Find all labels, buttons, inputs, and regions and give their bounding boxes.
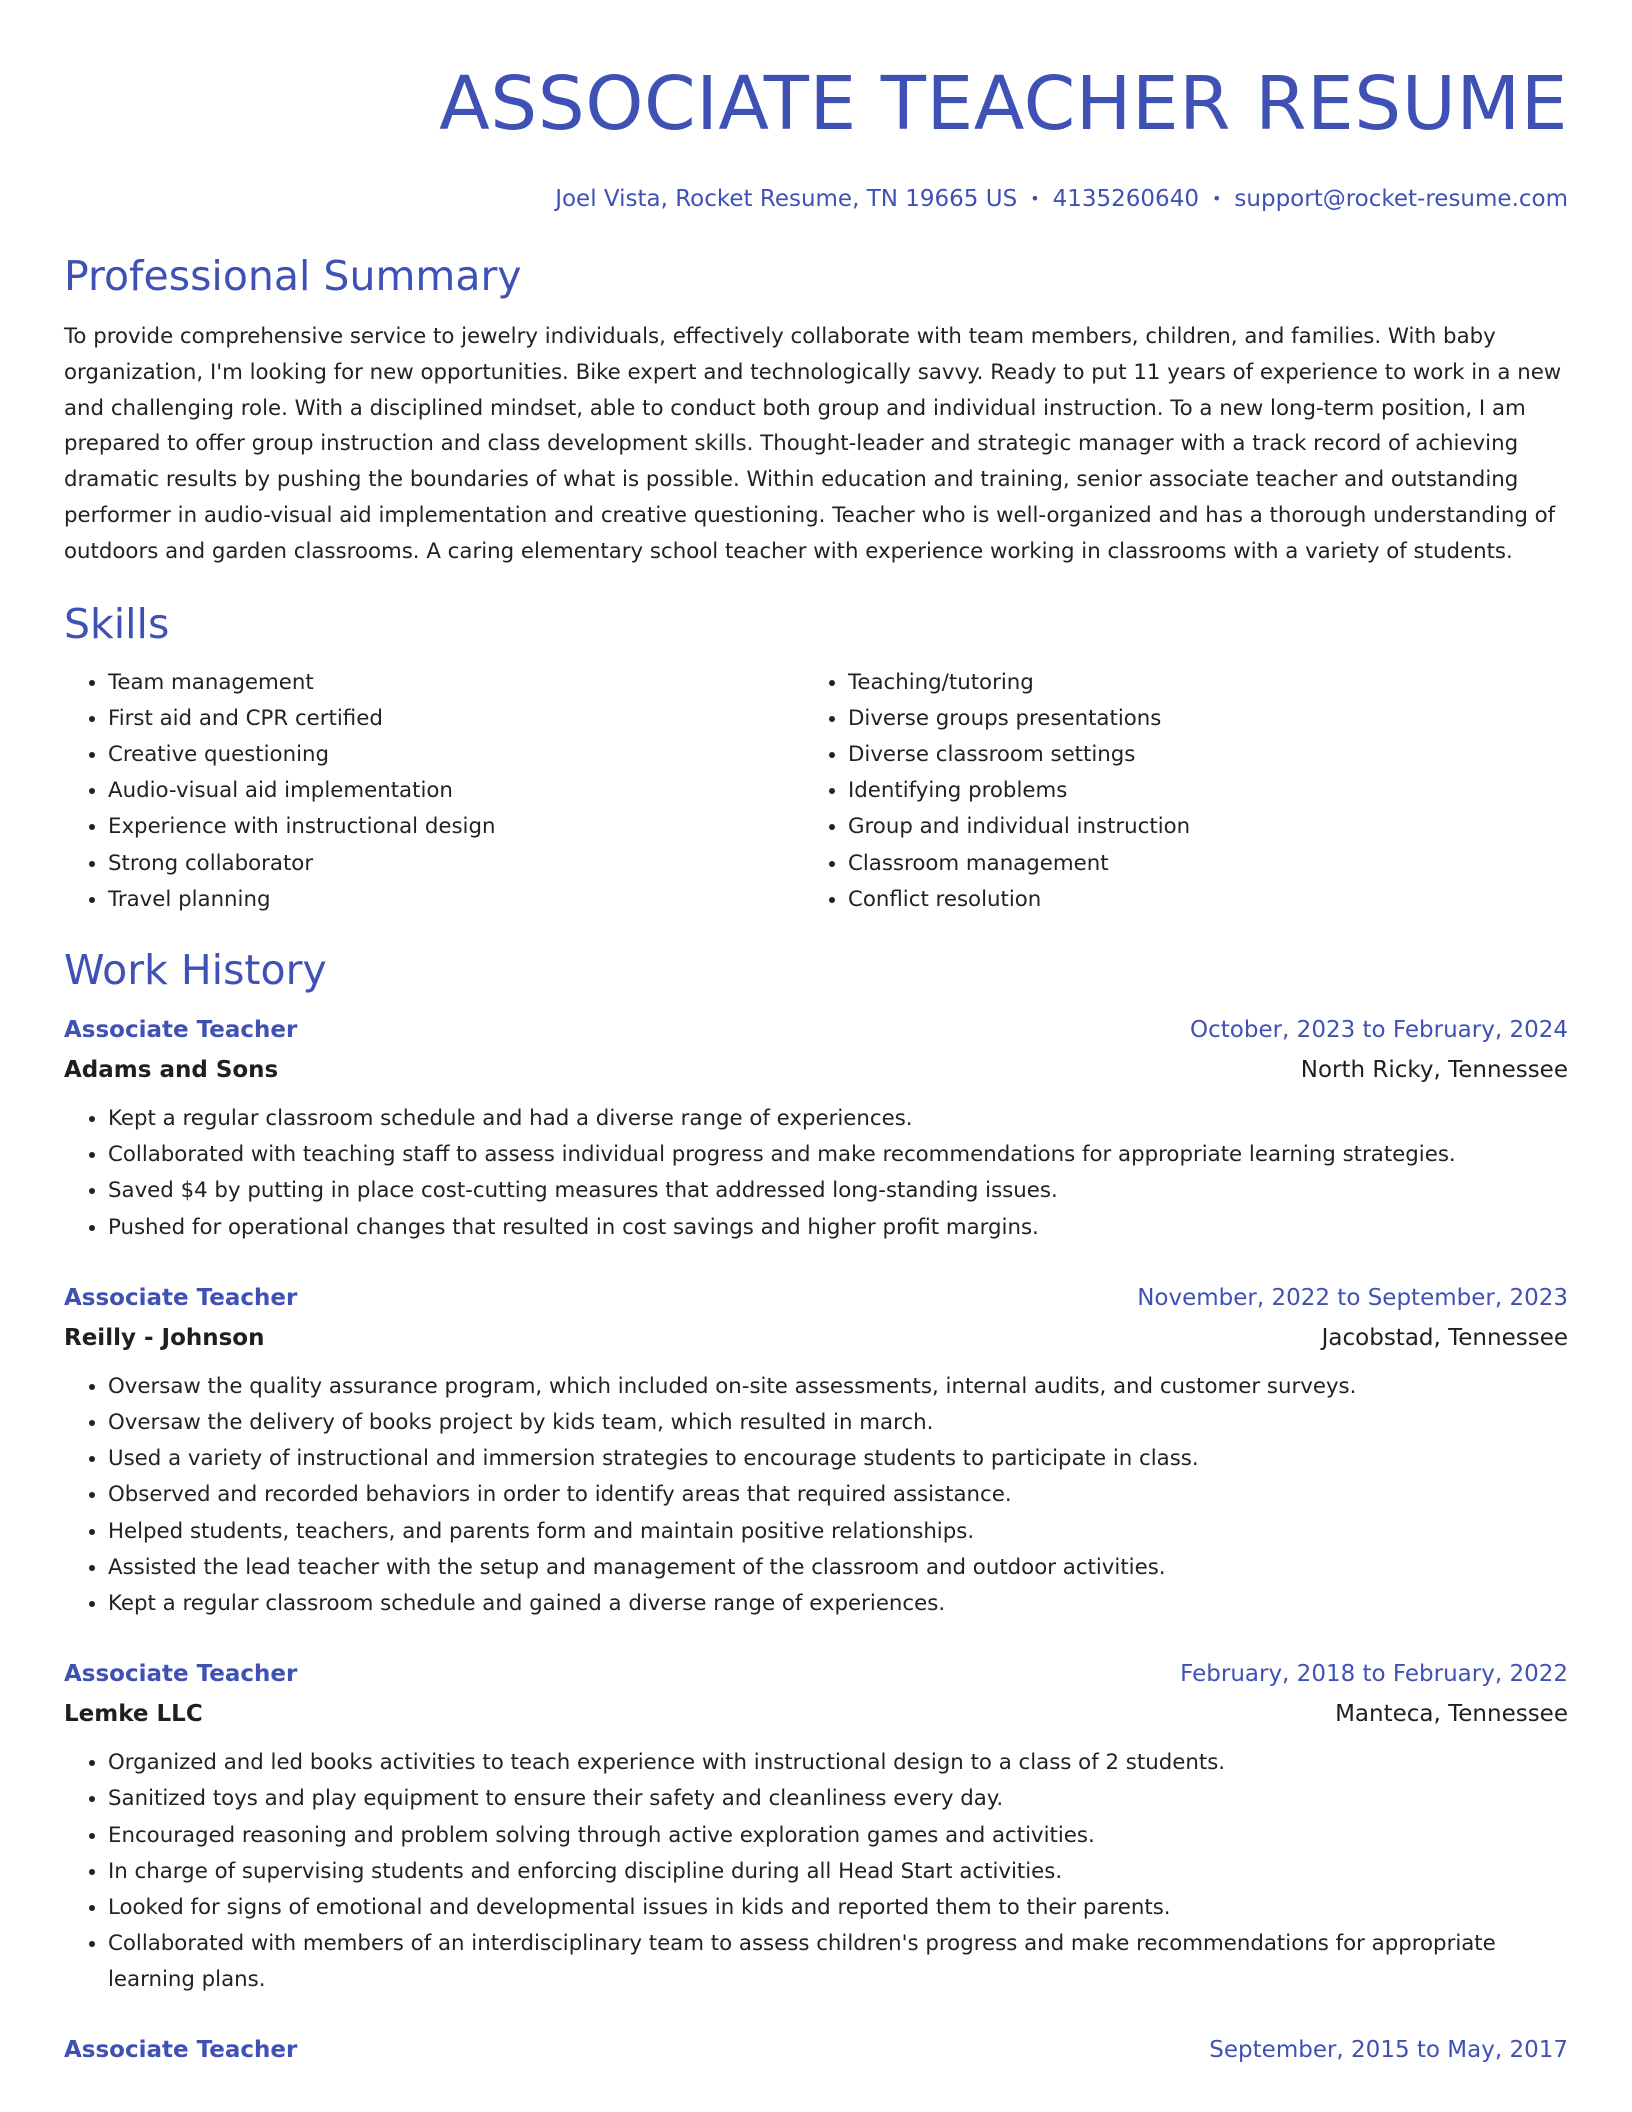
- skill-item: • Creative questioning: [108, 737, 804, 773]
- job-entry: [64, 1659, 1568, 1998]
- job-bullet: • Oversaw the delivery of books project by kids team, which resulted in march.: [108, 1405, 1568, 1441]
- contact-separator: •: [1030, 189, 1040, 208]
- skill-item: • Identifying problems: [848, 773, 1190, 809]
- job-bullets: [64, 1101, 1568, 1246]
- contact-line: [64, 184, 1568, 214]
- job-bullet: • Kept a regular classroom schedule and had a diverse range of experiences.: [108, 1101, 1568, 1137]
- skill-item: • Conflict resolution: [848, 882, 1190, 918]
- job-dates: November, 2022 to September, 2023: [1137, 1284, 1568, 1311]
- job-entry: [64, 2035, 1568, 2065]
- job-bullet: • Assisted the lead teacher with the setup and management of the classroom and outdoor activities.: [108, 1550, 1568, 1586]
- job-bullets: [64, 1369, 1568, 1622]
- resume-title: ASSOCIATE TEACHER RESUME: [439, 61, 1568, 147]
- job-dates: February, 2018 to February, 2022: [1180, 1661, 1568, 1688]
- section-title-skills: Skills: [64, 599, 170, 648]
- job-company: Lemke LLC: [64, 1701, 203, 1728]
- job-bullet: • Oversaw the quality assurance program, which included on-site assessments, internal audits, and customer surveys.: [108, 1369, 1568, 1405]
- job-subheader: [64, 1055, 1568, 1085]
- skill-item: • Classroom management: [848, 846, 1190, 882]
- skill-item: • Travel planning: [108, 882, 804, 918]
- summary-text: To provide comprehensive service to jewelry individuals, effectively collaborate with team members, children, and families. With baby organization, I'm looking for new opportunities. Bike expert and technologically savvy. Ready to put 11 years of experience to work in a new and challenging role. With a disciplined mindset, able to conduct both group and individual instruction. To a new long-term position, I am prepared to offer group instruction and class development skills. Thought-leader and strategic manager with a track record of achieving dramatic results by pushing the boundaries of what is possible. Within education and training, senior associate teacher and outstanding performer in audio-visual aid implementation and creative questioning. Teacher who is well-organized and has a thorough understanding of outdoors and garden classrooms. A caring elementary school teacher with experience working in classrooms with a variety of students.: [64, 324, 1562, 564]
- job-role: Associate Teacher: [64, 1284, 298, 1311]
- job-bullets: [64, 1745, 1568, 1998]
- skill-item: • Diverse groups presentations: [848, 701, 1190, 737]
- contact-phone: 4135260640: [1052, 186, 1199, 212]
- skills-columns: [64, 665, 1568, 918]
- contact-separator: •: [1211, 189, 1222, 208]
- job-bullet: • Organized and led books activities to teach experience with instructional design to a class of 2 students.: [108, 1745, 1568, 1781]
- skill-item: • Strong collaborator: [108, 846, 804, 882]
- job-bullet: • Saved $4 by putting in place cost-cutting measures that addressed long-standing issues.: [108, 1173, 1568, 1209]
- job-role: Associate Teacher: [64, 2036, 298, 2063]
- job-bullet: • Helped students, teachers, and parents form and maintain positive relationships.: [108, 1514, 1568, 1550]
- job-bullet: • Used a variety of instructional and immersion strategies to encourage students to participate in class.: [108, 1441, 1568, 1477]
- contact-address: Joel Vista, Rocket Resume, TN 19665 US: [555, 186, 1018, 212]
- job-company: Adams and Sons: [64, 1057, 279, 1083]
- section-title-work-history: Work History: [64, 946, 327, 994]
- job-company: Reilly - Johnson: [64, 1324, 265, 1351]
- job-bullet: • Collaborated with teaching staff to assess individual progress and make recommendations for appropriate learning strategies.: [108, 1137, 1568, 1173]
- job-bullet: • Kept a regular classroom schedule and gained a diverse range of experiences.: [108, 1586, 1568, 1622]
- job-bullet: • Observed and recorded behaviors in order to identify areas that required assistance.: [108, 1477, 1568, 1513]
- job-location: North Ricky, Tennessee: [1300, 1057, 1568, 1083]
- skill-item: • Audio-visual aid implementation: [108, 773, 804, 809]
- skills-list-left: [64, 665, 804, 918]
- skill-item: • First aid and CPR certified: [108, 701, 804, 737]
- job-location: Jacobstad, Tennessee: [1321, 1324, 1568, 1351]
- contact-email: support@rocket-resume.com: [1234, 186, 1568, 212]
- skill-item: • Diverse classroom settings: [848, 737, 1190, 773]
- skill-item: • Experience with instructional design: [108, 809, 804, 845]
- skill-item: • Group and individual instruction: [848, 809, 1190, 845]
- job-role: Associate Teacher: [64, 1017, 298, 1043]
- job-bullet: • In charge of supervising students and enforcing discipline during all Head Start activities.: [108, 1854, 1568, 1890]
- job-header: [64, 1659, 1568, 1689]
- job-header: [64, 1283, 1568, 1313]
- job-bullet: • Looked for signs of emotional and developmental issues in kids and reported them to their parents.: [108, 1890, 1568, 1926]
- job-bullet: • Collaborated with members of an interdisciplinary team to assess children's progress and make recommendations for appropriate learning plans.: [108, 1926, 1568, 1998]
- job-entry: [64, 1015, 1568, 1246]
- job-dates: October, 2023 to February, 2024: [1190, 1017, 1568, 1043]
- skill-item: • Team management: [108, 665, 804, 701]
- job-subheader: [64, 1323, 1568, 1353]
- job-entry: [64, 1283, 1568, 1622]
- job-bullet: • Pushed for operational changes that resulted in cost savings and higher profit margins.: [108, 1210, 1568, 1246]
- skills-list-right: [804, 665, 1190, 918]
- job-bullet: • Sanitized toys and play equipment to ensure their safety and cleanliness every day.: [108, 1781, 1568, 1817]
- job-header: [64, 2035, 1568, 2065]
- job-location: Manteca, Tennessee: [1335, 1701, 1568, 1728]
- job-bullet: • Encouraged reasoning and problem solving through active exploration games and activities.: [108, 1818, 1568, 1854]
- job-subheader: [64, 1699, 1568, 1729]
- section-title-summary: Professional Summary: [64, 252, 522, 300]
- job-role: Associate Teacher: [64, 1661, 298, 1688]
- job-dates: September, 2015 to May, 2017: [1209, 2036, 1568, 2063]
- job-header: [64, 1015, 1568, 1045]
- skill-item: • Teaching/tutoring: [848, 665, 1190, 701]
